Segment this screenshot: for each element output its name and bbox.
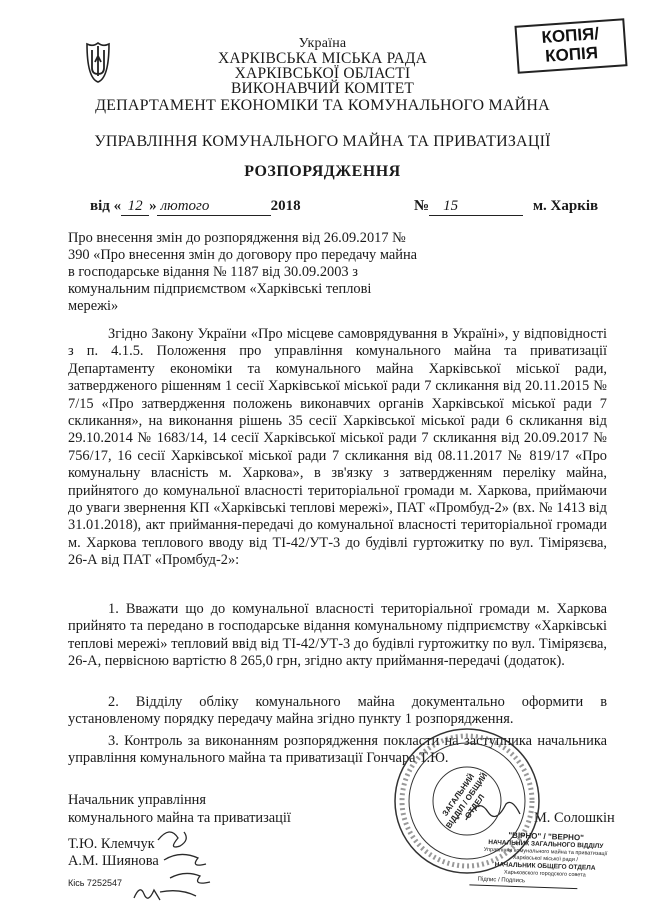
stamp-line: Харьковского городского совета <box>503 869 586 879</box>
header-country: Україна <box>298 36 347 51</box>
header-committee: ВИКОНАВЧИЙ КОМІТЕТ <box>230 80 415 97</box>
list-item: 2. Відділу обліку комунального майна документально оформити в установленому порядку передачу майна згідно пункту 1 розпорядження. <box>68 694 607 728</box>
document-type: РОЗПОРЯДЖЕННЯ <box>244 163 401 180</box>
list-item: 1. Вважати що до комунальної власності територіальної громади м. Харкова прийнято та передано в господарське відання комунальному підприємству «Харківські теплові мережі» тепловий ввід від ТІ-42/УТ-3 до будівлі гуртожитку по вул. Тімірязєва, 26-А, первісною вартістю 8 265,0 грн, згідно акту приймання-передачі (додаток). <box>68 601 607 670</box>
copy-stamp-label: КОПІЯ/ КОПІЯ <box>540 24 600 66</box>
footer-signature-icon <box>130 880 170 908</box>
stamp-line: Харківської міської ради / <box>512 854 578 864</box>
stamp-line: НАЧАЛЬНИК ЗАГАЛЬНОГО ВІДДІЛУ <box>488 839 604 851</box>
subject: Про внесення змін до розпорядження від 26.09.2017 № 390 «Про внесення змін до договору про передачу майна в господарське відання № 1187 від 30.09.2003 з комунальним підприємством «Харківські теплові мережі» <box>68 230 418 314</box>
date-day: 12 <box>121 198 149 216</box>
stamp-line: Управління комунального майна та приватизації <box>483 846 608 858</box>
doc-number: 15 <box>429 198 523 216</box>
preamble: Згідно Закону України «Про місцеве самоврядування в Україні», у відповідності з п. 4.1.5. Положення про управління комунального майна та приватизації Департаменту економіки та комунального майна Харківської міської ради, затвердженого рішенням 1 сесії Харківської міської ради 7 скликання від 20.11.2015 № 7/15 «Про затвердження положень виконавчих органів Харківської міської ради 7 скликання», на виконання рішень 35 сесії Харківської міської ради 6 скликання від 29.10.2014 № 1683/14, 14 сесії Харківської міської ради 7 скликання від 20.09.2017 № 756/17, 16 сесії Харківської міської ради 7 скликання від 08.11.2017 № 819/17 «Про комунальну власність м. Харкова», в зв'язку з затвердженням переліку майна, прийнятого до комунальної власності територіальної громади м. Харкова, приймаючи до уваги звернення КП «Харківські теплові мережі», ПАТ «Промбуд-2» (вх. № 1413 від 31.01.2018), акт приймання-передачі до комунальної власності територіальної громади м. Харкова теплового вводу від ТІ-42/УТ-3 до будівлі гуртожитку по вул. Тімірязєва, 26-А від ПАТ «Промбуд-2»: <box>68 326 607 569</box>
executor-1: Т.Ю. Клемчук <box>68 836 155 852</box>
date-mid: » <box>149 198 157 214</box>
stamp-line: Підпис / Подпись <box>469 875 577 889</box>
header-office: УПРАВЛІННЯ КОМУНАЛЬНОГО МАЙНА ТА ПРИВАТИЗАЦІЇ <box>94 133 551 150</box>
date-month: лютого <box>157 198 271 216</box>
round-stamp-text: ЗАГАЛЬНИЙ ВІДДІЛ / ОБЩИЙ ОТДЕЛ <box>440 771 490 831</box>
date-prefix: від « <box>90 198 122 214</box>
number-line <box>414 198 598 216</box>
list-item: 3. Контроль за виконанням розпорядження покласти на заступника начальника управління комунального майна та приватизації Гончара Т.Ю. <box>68 733 607 767</box>
doc-number-label: № <box>414 198 430 214</box>
stamp-line: "ВІРНО" / "ВЕРНО" <box>508 830 585 843</box>
date-line <box>90 198 301 216</box>
date-year: 2018 <box>270 198 301 214</box>
footer-code: Кісь 7252547 <box>68 878 122 888</box>
certified-stamp <box>469 829 621 908</box>
signature-title-line1: Начальник управління <box>68 792 206 808</box>
doc-city: м. Харків <box>532 198 599 214</box>
executor-2: А.М. Шиянова <box>68 853 159 869</box>
stamp-line: НАЧАЛЬНИК ОБЩЕГО ОТДЕЛА <box>494 861 596 872</box>
header-department: ДЕПАРТАМЕНТ ЕКОНОМІКИ ТА КОМУНАЛЬНОГО МАЙНА <box>95 97 550 114</box>
header-council: ХАРКІВСЬКА МІСЬКА РАДА <box>217 50 428 67</box>
signature-title-line2: комунального майна та приватизації <box>68 810 291 826</box>
header-region: ХАРКІВСЬКОЇ ОБЛАСТІ <box>234 65 411 82</box>
signature-name: М. Солошкін <box>534 810 615 826</box>
